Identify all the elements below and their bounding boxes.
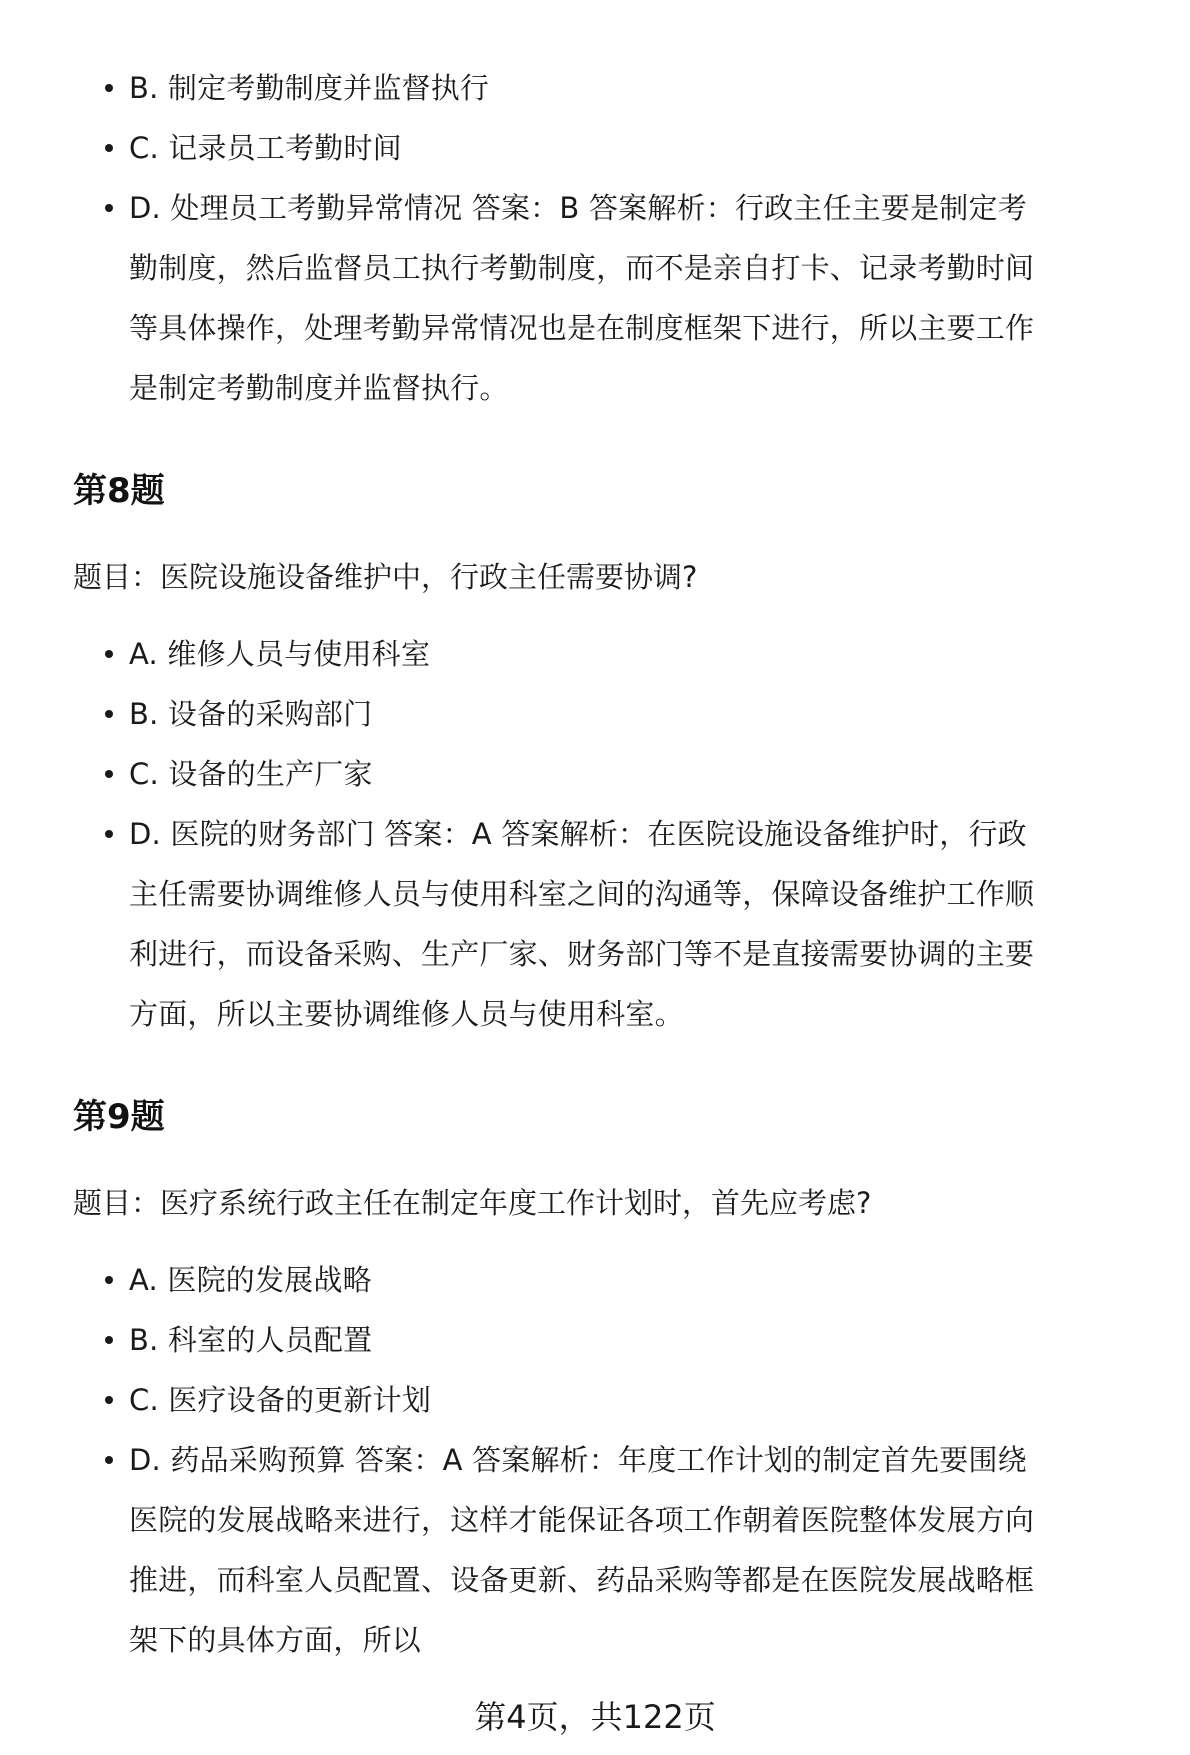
option-c: C. 记录员工考勤时间 — [129, 118, 1040, 178]
option-b: B. 制定考勤制度并监督执行 — [129, 58, 1040, 118]
question-text: 题目：医疗系统行政主任在制定年度工作计划时，首先应考虑? — [73, 1186, 872, 1220]
option-list — [0, 624, 1040, 1044]
question-heading: 第9题 — [73, 1097, 165, 1137]
page-number: 第4页，共122页 — [474, 1698, 716, 1736]
option-a: A. 维修人员与使用科室 — [129, 624, 1040, 684]
option-d-with-answer: D. 处理员工考勤异常情况 答案：B 答案解析：行政主任主要是制定考勤制度，然后监督员工执行考勤制度，而不是亲自打卡、记录考勤时间等具体操作，处理考勤异常情况也是在制度框架下进行，所以主要工作是制定考勤制度并监督执行。 — [129, 178, 1040, 418]
option-d-with-answer: D. 医院的财务部门 答案：A 答案解析：在医院设施设备维护时，行政主任需要协调维修人员与使用科室之间的沟通等，保障设备维护工作顺利进行，而设备采购、生产厂家、财务部门等不是直接需要协调的主要方面，所以主要协调维修人员与使用科室。 — [129, 804, 1040, 1044]
option-list — [0, 1250, 1040, 1670]
option-c: C. 设备的生产厂家 — [129, 744, 1040, 804]
option-a: A. 医院的发展战略 — [129, 1250, 1040, 1310]
question-text: 题目：医院设施设备维护中，行政主任需要协调? — [73, 560, 698, 594]
option-b: B. 科室的人员配置 — [129, 1310, 1040, 1370]
option-c: C. 医疗设备的更新计划 — [129, 1370, 1040, 1430]
option-d-with-answer: D. 药品采购预算 答案：A 答案解析：年度工作计划的制定首先要围绕医院的发展战略来进行，这样才能保证各项工作朝着医院整体发展方向推进，而科室人员配置、设备更新、药品采购等都是在医院发展战略框架下的具体方面，所以 — [129, 1430, 1040, 1670]
option-b: B. 设备的采购部门 — [129, 684, 1040, 744]
question-heading: 第8题 — [73, 471, 165, 511]
option-list — [0, 58, 1040, 418]
